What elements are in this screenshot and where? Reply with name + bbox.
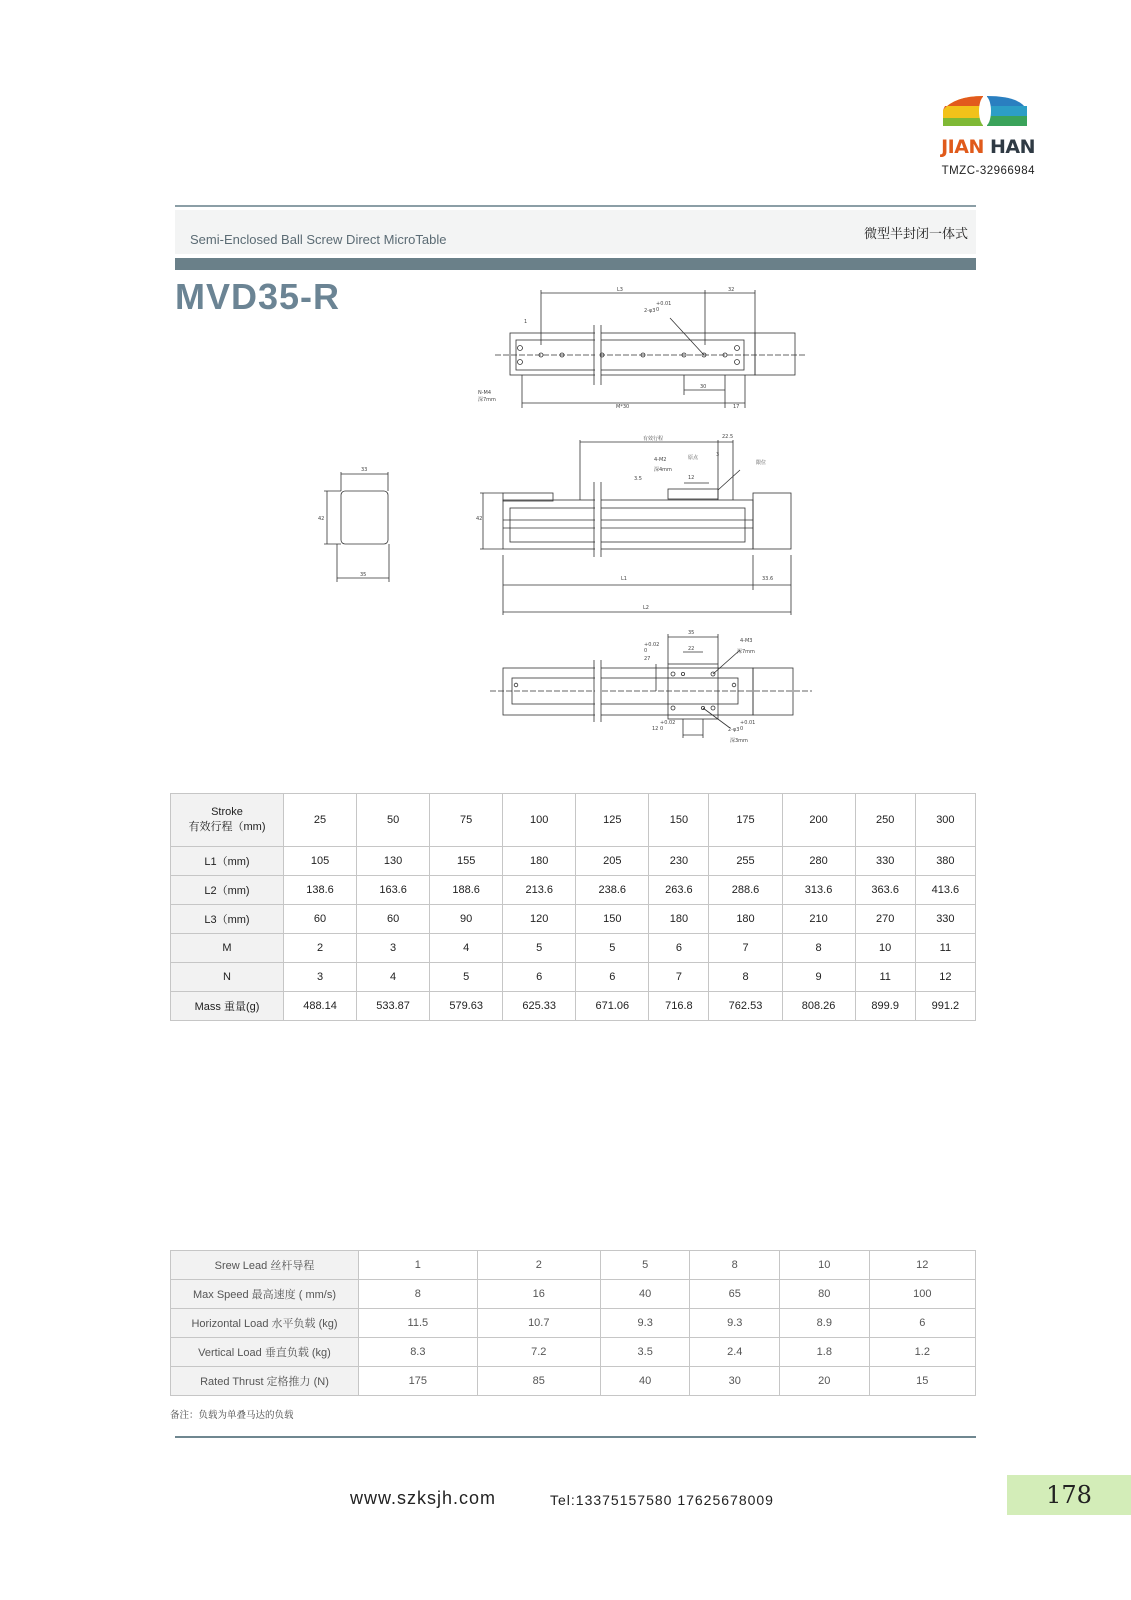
cell: 6 <box>503 963 576 992</box>
dim-origin: 原点 <box>688 455 699 461</box>
cell: 808.26 <box>782 992 855 1021</box>
stroke-cell: 300 <box>915 794 975 847</box>
top-divider <box>175 205 976 207</box>
cell: 85 <box>477 1367 600 1396</box>
brand-first: JIAN <box>941 136 984 158</box>
stroke-cell: 125 <box>576 794 649 847</box>
cell: 20 <box>780 1367 870 1396</box>
stroke-header <box>171 794 284 847</box>
cell: 10 <box>780 1251 870 1280</box>
dim-limit: 限位 <box>756 460 767 466</box>
dim-depth7: 深7mm <box>478 397 496 403</box>
table-row <box>171 934 976 963</box>
row-label: N <box>171 963 284 992</box>
cell: 2.4 <box>690 1338 780 1367</box>
dim-32: 32 <box>728 287 735 293</box>
cell: 11.5 <box>359 1309 478 1338</box>
dim-tol-a: +0.02 <box>644 642 660 648</box>
row-label: L2（mm) <box>171 876 284 905</box>
dim-tol-top-b: 0 <box>656 307 660 313</box>
cell: 313.6 <box>782 876 855 905</box>
dim-tol-b-b: 0 <box>660 726 664 732</box>
cell: 263.6 <box>649 876 709 905</box>
performance-table <box>170 1250 976 1396</box>
stroke-cell: 250 <box>855 794 915 847</box>
dim-17: 17 <box>733 404 740 410</box>
dim-22: 22 <box>688 646 695 652</box>
row-label: L1（mm) <box>171 847 284 876</box>
cell: 238.6 <box>576 876 649 905</box>
dim-27: 27 <box>644 656 651 662</box>
row-label: Vertical Load 垂直负载 (kg) <box>171 1338 359 1367</box>
cell: 15 <box>869 1367 975 1396</box>
stroke-cell: 100 <box>503 794 576 847</box>
cell: 7 <box>709 934 782 963</box>
cell: 11 <box>915 934 975 963</box>
dim-L2: L2 <box>643 605 649 611</box>
stroke-cell: 150 <box>649 794 709 847</box>
dim-12: 12 <box>688 475 695 481</box>
row-label: Horizontal Load 水平负载 (kg) <box>171 1309 359 1338</box>
cell: 10 <box>855 934 915 963</box>
cell: 6 <box>649 934 709 963</box>
table-row <box>171 992 976 1021</box>
cell: 16 <box>477 1280 600 1309</box>
cell: 716.8 <box>649 992 709 1021</box>
cell: 4 <box>357 963 430 992</box>
cell: 10.7 <box>477 1309 600 1338</box>
dim-hole-top: 2-φ3 <box>644 308 656 314</box>
cell: 288.6 <box>709 876 782 905</box>
dim-tol-a-b: 0 <box>644 648 648 654</box>
cell: 6 <box>576 963 649 992</box>
cell: 11 <box>855 963 915 992</box>
cell: 671.06 <box>576 992 649 1021</box>
dim-1: 1 <box>524 319 528 325</box>
cell: 280 <box>782 847 855 876</box>
dim-m2: 4-M2 <box>654 457 667 463</box>
cell: 175 <box>359 1367 478 1396</box>
dim-12b: 12 <box>652 726 659 732</box>
dim-tol-c-b: 0 <box>740 726 744 732</box>
dim-stroke: 有效行程 <box>643 436 664 442</box>
stroke-label-en: Stroke <box>211 806 243 818</box>
header-bar <box>175 258 976 270</box>
cell: 762.53 <box>709 992 782 1021</box>
cell: 579.63 <box>430 992 503 1021</box>
table-row <box>171 876 976 905</box>
dim-3-5: 3.5 <box>634 476 642 482</box>
stroke-cell: 200 <box>782 794 855 847</box>
cell: 9.3 <box>600 1309 690 1338</box>
dim-hole-bot: 2-φ3 <box>728 727 740 733</box>
cell: 12 <box>915 963 975 992</box>
cell: 155 <box>430 847 503 876</box>
cell: 230 <box>649 847 709 876</box>
cell: 7 <box>649 963 709 992</box>
cell: 210 <box>782 905 855 934</box>
table-row <box>171 1309 976 1338</box>
cell: 5 <box>600 1251 690 1280</box>
table-row <box>171 963 976 992</box>
cell: 130 <box>357 847 430 876</box>
dim-3: 3 <box>716 452 720 458</box>
cell: 3 <box>357 934 430 963</box>
cell: 65 <box>690 1280 780 1309</box>
table-row <box>171 794 976 847</box>
cell: 330 <box>855 847 915 876</box>
table-row <box>171 1367 976 1396</box>
cell: 5 <box>503 934 576 963</box>
dim-nm: N-M4 <box>478 390 492 396</box>
cell: 188.6 <box>430 876 503 905</box>
cell: 12 <box>869 1251 975 1280</box>
dim-depth7b: 深7mm <box>737 649 755 655</box>
stroke-cell: 25 <box>284 794 357 847</box>
cell: 105 <box>284 847 357 876</box>
dim-22-5: 22.5 <box>722 434 734 440</box>
cell: 255 <box>709 847 782 876</box>
stroke-cell: 50 <box>357 794 430 847</box>
cell: 1.2 <box>869 1338 975 1367</box>
cell: 9.3 <box>690 1309 780 1338</box>
cell: 625.33 <box>503 992 576 1021</box>
stroke-cell: 75 <box>430 794 503 847</box>
bottom-divider <box>175 1436 976 1438</box>
cell: 40 <box>600 1367 690 1396</box>
brand-code: TMZC-32966984 <box>941 165 1035 177</box>
cell: 3 <box>284 963 357 992</box>
dim-depth4: 深4mm <box>654 467 672 473</box>
dim-30: 30 <box>700 384 707 390</box>
table-row <box>171 905 976 934</box>
dim-42a: 42 <box>318 516 325 522</box>
cell: 6 <box>869 1309 975 1338</box>
stroke-cell: 175 <box>709 794 782 847</box>
model-title: MVD35-R <box>175 276 341 317</box>
phone-number: Tel:13375157580 17625678009 <box>550 1492 774 1508</box>
dim-42b: 42 <box>476 516 483 522</box>
dim-33-6: 33.6 <box>762 576 774 582</box>
cell: 1.8 <box>780 1338 870 1367</box>
dim-m30: M*30 <box>616 404 630 410</box>
cell: 380 <box>915 847 975 876</box>
cell: 180 <box>503 847 576 876</box>
cell: 8 <box>709 963 782 992</box>
cell: 363.6 <box>855 876 915 905</box>
cell: 533.87 <box>357 992 430 1021</box>
cell: 138.6 <box>284 876 357 905</box>
cell: 413.6 <box>915 876 975 905</box>
website-link[interactable]: www.szksjh.com <box>350 1488 497 1508</box>
table-row <box>171 847 976 876</box>
brand-name <box>935 136 1035 158</box>
cell: 4 <box>430 934 503 963</box>
cell: 40 <box>600 1280 690 1309</box>
subtitle-en: Semi-Enclosed Ball Screw Direct MicroTable <box>190 232 447 247</box>
row-label: L3（mm) <box>171 905 284 934</box>
cell: 8 <box>690 1251 780 1280</box>
cell: 213.6 <box>503 876 576 905</box>
cell: 180 <box>649 905 709 934</box>
cell: 5 <box>430 963 503 992</box>
dim-35a: 35 <box>360 572 367 578</box>
dim-35b: 35 <box>688 630 695 636</box>
subtitle-cn: 微型半封闭一体式 <box>863 226 968 241</box>
cell: 30 <box>690 1367 780 1396</box>
dim-tol-top: +0.01 <box>656 301 672 307</box>
cell: 8 <box>782 934 855 963</box>
technical-drawing <box>300 285 860 765</box>
cell: 488.14 <box>284 992 357 1021</box>
cell: 2 <box>284 934 357 963</box>
cell: 270 <box>855 905 915 934</box>
cell: 7.2 <box>477 1338 600 1367</box>
cell: 180 <box>709 905 782 934</box>
stroke-label-cn: 有效行程（mm) <box>188 821 266 833</box>
table-row <box>171 1251 976 1280</box>
cell: 90 <box>430 905 503 934</box>
cell: 100 <box>869 1280 975 1309</box>
cell: 5 <box>576 934 649 963</box>
spec-table <box>170 793 976 1021</box>
brand-second: HAN <box>989 136 1035 158</box>
cell: 8.9 <box>780 1309 870 1338</box>
row-label: Max Speed 最高速度 ( mm/s) <box>171 1280 359 1309</box>
cell: 991.2 <box>915 992 975 1021</box>
cell: 330 <box>915 905 975 934</box>
cell: 1 <box>359 1251 478 1280</box>
dim-L3: L3 <box>617 287 623 293</box>
cell: 60 <box>284 905 357 934</box>
row-label: Mass 重量(g) <box>171 992 284 1021</box>
cell: 205 <box>576 847 649 876</box>
cell: 163.6 <box>357 876 430 905</box>
cell: 8.3 <box>359 1338 478 1367</box>
row-label: Rated Thrust 定格推力 (N) <box>171 1367 359 1396</box>
row-label: M <box>171 934 284 963</box>
table-row <box>171 1280 976 1309</box>
dim-tol-c: +0.01 <box>740 720 756 726</box>
table-note: 备注：负载为单叠马达的负载 <box>170 1410 294 1421</box>
dim-tol-b: +0.02 <box>660 720 676 726</box>
dim-m3: 4-M3 <box>740 638 753 644</box>
cell: 60 <box>357 905 430 934</box>
dim-L1: L1 <box>621 576 627 582</box>
row-label: Srew Lead 丝杆导程 <box>171 1251 359 1280</box>
cell: 3.5 <box>600 1338 690 1367</box>
dim-33: 33 <box>361 467 368 473</box>
cell: 9 <box>782 963 855 992</box>
cell: 8 <box>359 1280 478 1309</box>
dim-depth3: 深3mm <box>730 738 748 744</box>
cell: 80 <box>780 1280 870 1309</box>
cell: 150 <box>576 905 649 934</box>
page-number: 178 <box>1046 1481 1092 1509</box>
table-row <box>171 1338 976 1367</box>
cell: 2 <box>477 1251 600 1280</box>
cell: 120 <box>503 905 576 934</box>
cell: 899.9 <box>855 992 915 1021</box>
